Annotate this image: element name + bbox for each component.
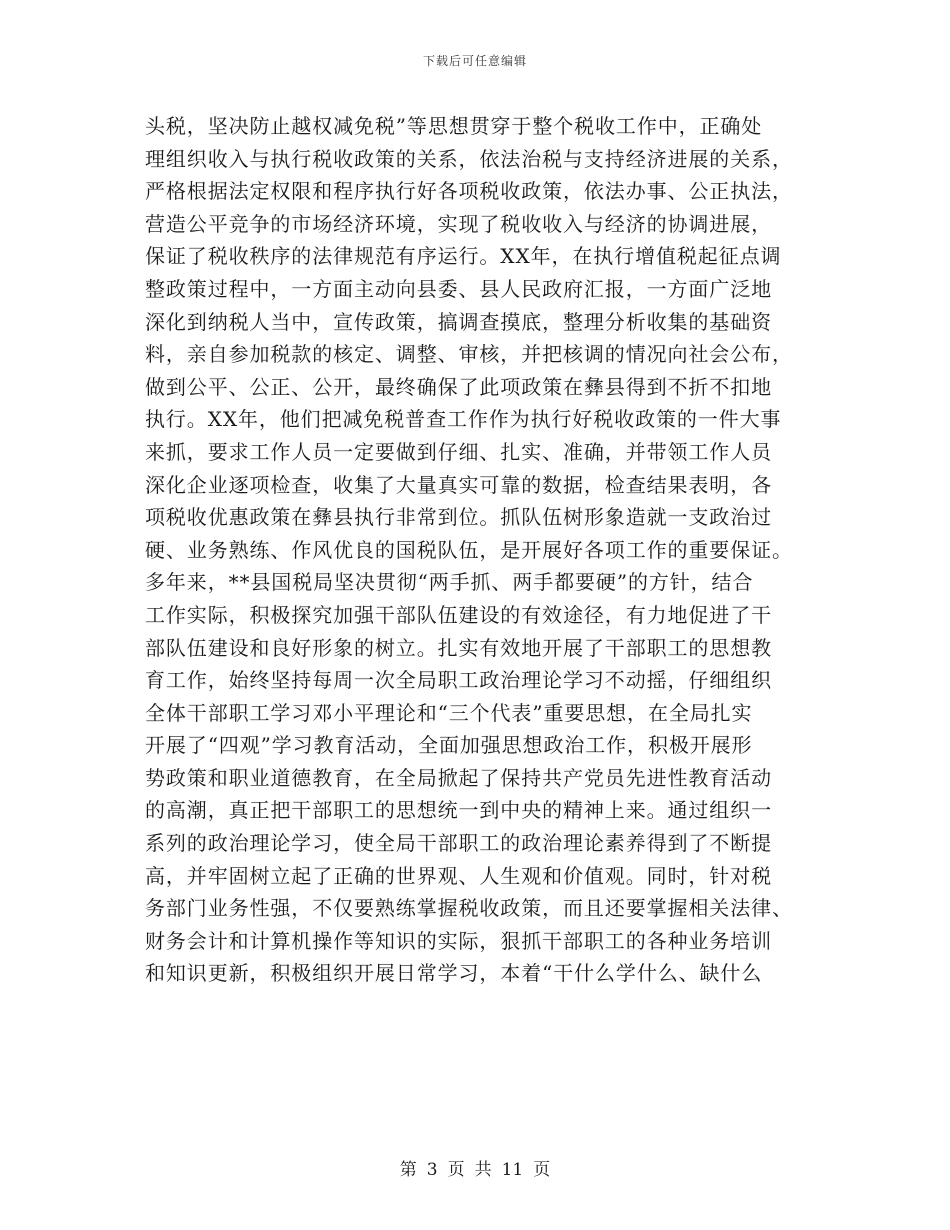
- text-line: 料，亲自参加税款的核定、调整、审核，并把核调的情况向社会公布，: [145, 342, 793, 367]
- text-line: 全体干部职工学习邓小平理论和“三个代表”重要思想，在全局扎实: [145, 700, 753, 725]
- page-footer: [0, 1155, 950, 1180]
- page-header: 下载后可任意编辑: [422, 54, 527, 68]
- text-line: 开展了“四观”学习教育活动，全面加强思想政治工作，积极开展形: [145, 733, 753, 758]
- text-line: 理组织收入与执行税收政策的关系，依法治税与支持经济进展的关系，: [145, 146, 793, 171]
- text-line: 财务会计和计算机操作等知识的实际，狠抓干部职工的各种业务培训: [145, 928, 772, 953]
- text-line: 多年来，**县国税局坚决贯彻“两手抓、两手都要硬”的方针，结合: [145, 570, 754, 595]
- text-line: 严格根据法定权限和程序执行好各项税收政策，依法办事、公正执法，: [145, 179, 793, 204]
- text-line: 高，并牢固树立起了正确的世界观、人生观和价值观。同时，针对税: [145, 863, 772, 888]
- text-line: 工作实际，积极探究加强干部队伍建设的有效途径，有力地促进了干: [145, 602, 772, 627]
- text-line: 保证了税收秩序的法律规范有序运行。XX年，在执行增值税起征点调: [145, 244, 782, 269]
- text-line: 势政策和职业道德教育，在全局掀起了保持共产党员先进性教育活动: [145, 765, 772, 790]
- text-line: 硬、业务熟练、作风优良的国税队伍，是开展好各项工作的重要保证。: [145, 537, 793, 562]
- text-line: 的高潮，真正把干部职工的思想统一到中央的精神上来。通过组织一: [145, 798, 772, 823]
- document-body: [145, 110, 810, 990]
- text-line: 部队伍建设和良好形象的树立。扎实有效地开展了干部职工的思想教: [145, 635, 772, 660]
- text-line: 执行。XX年，他们把减免税普查工作作为执行好税收政策的一件大事: [145, 407, 782, 432]
- text-line: 来抓，要求工作人员一定要做到仔细、扎实、准确，并带领工作人员: [145, 439, 772, 464]
- total-label: 共: [474, 1160, 492, 1180]
- text-line: 头税，坚决防止越权减免税”等思想贯穿于整个税收工作中，正确处: [145, 114, 763, 138]
- text-line: 深化企业逐项检查，收集了大量真实可靠的数据，检查结果表明，各: [145, 472, 772, 497]
- text-line: 整政策过程中，一方面主动向县委、县人民政府汇报，一方面广泛地: [145, 276, 772, 301]
- text-line: 务部门业务性强，不仅要熟练掌握税收政策，而且还要掌握相关法律、: [145, 896, 793, 921]
- text-line: 营造公平竞争的市场经济环境，实现了税收收入与经济的协调进展，: [145, 211, 772, 236]
- page-label: 页: [447, 1160, 465, 1180]
- page-total: 11: [501, 1160, 524, 1180]
- text-line: 深化到纳税人当中，宣传政策，搞调查摸底，整理分析收集的基础资: [145, 309, 772, 334]
- text-line: 和知识更新，积极组织开展日常学习，本着“干什么学什么、缺什么: [145, 961, 763, 986]
- text-line: 项税收优惠政策在彝县执行非常到位。抓队伍树形象造就一支政治过: [145, 505, 772, 530]
- text-line: 做到公平、公正、公开，最终确保了此项政策在彝县得到不折不扣地: [145, 374, 772, 399]
- page-number: 3: [426, 1160, 438, 1180]
- text-line: 育工作，始终坚持每周一次全局职工政治理论学习不动摇，仔细组织: [145, 668, 772, 693]
- page-prefix: 第: [399, 1160, 417, 1180]
- text-line: 系列的政治理论学习，使全局干部职工的政治理论素养得到了不断提: [145, 831, 772, 856]
- page-suffix: 页: [533, 1160, 551, 1180]
